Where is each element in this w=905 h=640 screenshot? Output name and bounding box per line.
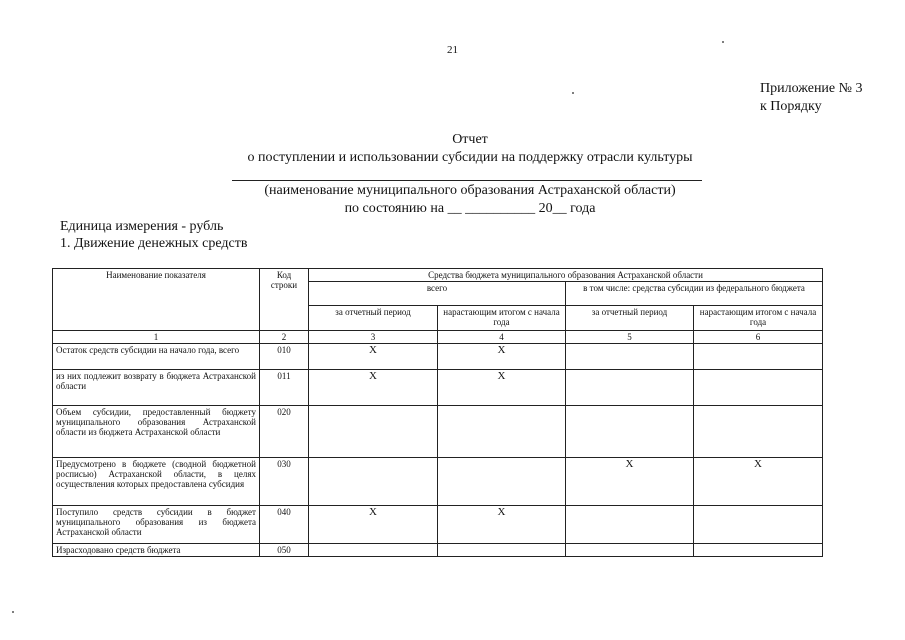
column-number: 1 [53, 331, 260, 344]
cell-col-4 [438, 544, 566, 557]
row-name: Поступило средств субсидии в бюджет муниципального образования из бюджета Астраханской области [53, 506, 260, 544]
cell-col-3 [309, 458, 438, 506]
row-name: из них подлежит возврату в бюджета Астраханской области [53, 370, 260, 406]
cell-col-4: X [438, 370, 566, 406]
header-indicator-name: Наименование показателя [53, 269, 260, 331]
table-row [53, 344, 823, 370]
section-title: 1. Движение денежных средств [60, 236, 248, 251]
cell-col-3: X [309, 344, 438, 370]
column-number: 2 [260, 331, 309, 344]
header-federal-share: в том числе: средства субсидии из федерального бюджета [566, 282, 823, 306]
cell-col-4: X [438, 506, 566, 544]
cell-col-3 [309, 544, 438, 557]
header-period-federal: за отчетный период [566, 306, 694, 331]
appendix-line-2: к Порядку [760, 99, 822, 114]
scan-speck [722, 41, 724, 43]
cell-col-4: X [438, 344, 566, 370]
cell-col-3: X [309, 506, 438, 544]
header-cumulative-federal: нарастающим итогом с начала года [694, 306, 823, 331]
row-name: Предусмотрено в бюджете (сводной бюджетной росписью) Астраханской области, в целях осуществления которых предоставлена субсидия [53, 458, 260, 506]
table-row [53, 406, 823, 458]
cell-col-6 [694, 344, 823, 370]
column-number: 5 [566, 331, 694, 344]
entity-name-blank-line [232, 180, 702, 181]
table-row [53, 506, 823, 544]
table-row [53, 458, 823, 506]
page-number: 21 [447, 44, 458, 56]
cell-col-5: X [566, 458, 694, 506]
scan-speck [572, 92, 574, 94]
cell-col-3: X [309, 370, 438, 406]
report-subtitle: о поступлении и использовании субсидии на поддержку отрасли культуры [247, 150, 693, 165]
cell-col-6 [694, 544, 823, 557]
column-number: 4 [438, 331, 566, 344]
cell-col-4 [438, 458, 566, 506]
row-name: Объем субсидии, предоставленный бюджету муниципального образования Астраханской области из бюджета Астраханской области [53, 406, 260, 458]
row-name: Израсходовано средств бюджета [53, 544, 260, 557]
row-code: 050 [260, 544, 309, 557]
cell-col-6 [694, 370, 823, 406]
entity-caption: (наименование муниципального образования Астраханской области) [264, 183, 676, 198]
scan-speck [12, 611, 14, 613]
cell-col-5 [566, 370, 694, 406]
as-of-date: по состоянию на __ __________ 20__ года [344, 201, 596, 216]
column-number: 6 [694, 331, 823, 344]
row-name: Остаток средств субсидии на начало года, всего [53, 344, 260, 370]
unit-of-measure: Единица измерения - рубль [60, 219, 224, 234]
header-total: всего [309, 282, 566, 306]
appendix-line-1: Приложение № 3 [760, 81, 863, 96]
header-period: за отчетный период [309, 306, 438, 331]
column-number: 3 [309, 331, 438, 344]
cell-col-4 [438, 406, 566, 458]
row-code: 030 [260, 458, 309, 506]
header-municipal-budget: Средства бюджета муниципального образования Астраханской области [309, 269, 823, 282]
table-row [53, 544, 823, 557]
cell-col-5 [566, 506, 694, 544]
row-code: 010 [260, 344, 309, 370]
row-code: 020 [260, 406, 309, 458]
header-row-code: Код строки [260, 269, 309, 331]
cell-col-6 [694, 406, 823, 458]
cell-col-6 [694, 506, 823, 544]
row-code: 040 [260, 506, 309, 544]
cash-flow-table [52, 268, 823, 557]
report-title: Отчет [452, 132, 488, 147]
header-cumulative: нарастающим итогом с начала года [438, 306, 566, 331]
table-row [53, 370, 823, 406]
cell-col-6: X [694, 458, 823, 506]
cell-col-5 [566, 344, 694, 370]
cell-col-5 [566, 406, 694, 458]
appendix-note [760, 80, 863, 116]
row-code: 011 [260, 370, 309, 406]
cell-col-3 [309, 406, 438, 458]
cell-col-5 [566, 544, 694, 557]
